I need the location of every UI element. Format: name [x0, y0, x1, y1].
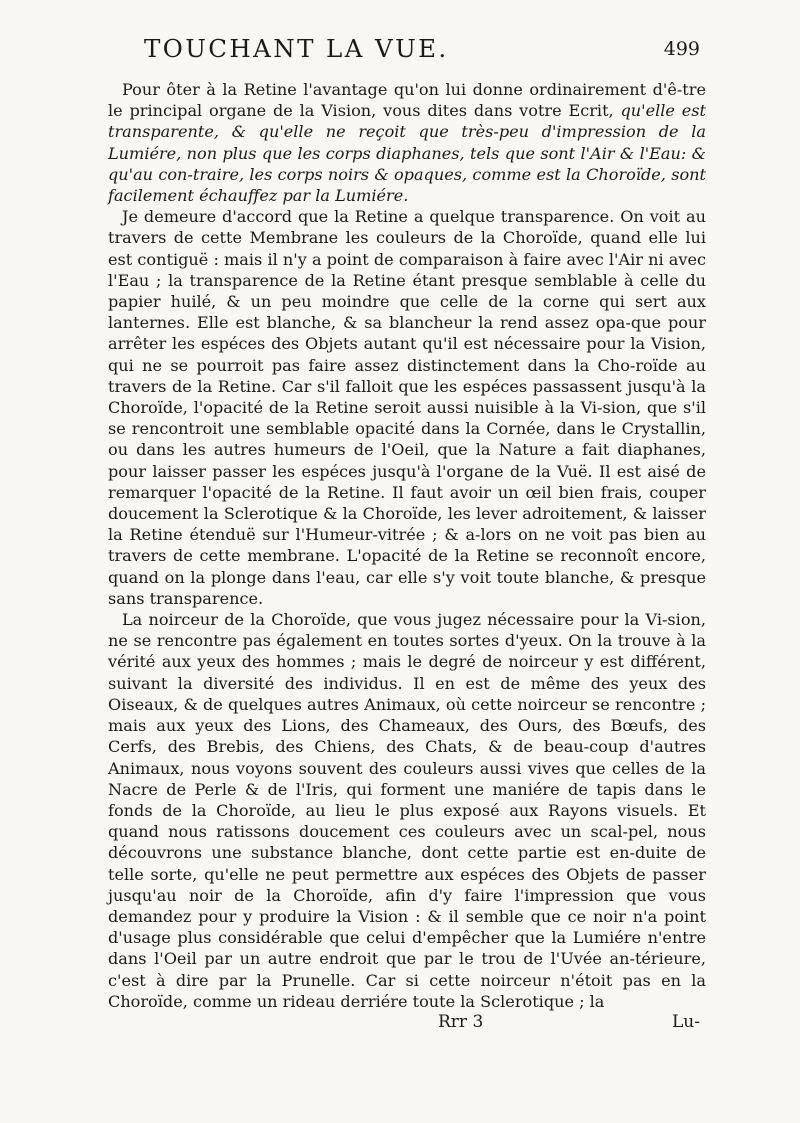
paragraph-2-text: Je demeure d'accord que la Retine a quelque transparence. On voit au travers de cette Membrane les couleurs de la Choroïde, quand elle lui est contiguë : mais il n'y a point de comparaison à faire avec l'Air ni avec l'Eau ; la transparence de la Retine étant presque semblable à celle du papier huilé, & un peu moindre que celle de la corne qui sert aux lanternes. Elle est blanche, & sa blancheur la rend assez opa-que pour arrêter les espéces des Objets autant qu'il est nécessaire pour la Vision, qui ne se pourroit pas faire assez distinctement dans la Cho-roïde au travers de la Retine. Car s'il falloit que les espéces passassent jusqu'à la Choroïde, l'opacité de la Retine seroit aussi nuisible à la Vi-sion, que s'il se rencontroit une semblable opacité dans la Cornée, dans le Crystallin, ou dans les autres humeurs de l'Oeil, que la Nature a fait diaphanes, pour laisser passer les espéces jusqu'à l'organe de la Vuë. Il est aisé de remarquer l'opacité de la Retine. Il faut avoir un œil bien frais, couper doucement la Sclerotique & la Choroïde, les lever adroitement, & laisser la Retine étenduë sur l'Humeur-vitrée ; & a-lors on ne voit pas bien au travers de cette membrane. L'opacité de la Retine se reconnoît encore, quand on la plonge dans l'eau, car elle s'y voit toute blanche, & presque sans transparence. — [108, 207, 706, 608]
page-number: 499 — [663, 38, 700, 60]
catchword: Lu- — [672, 1011, 700, 1032]
paragraph-3-text: La noirceur de la Choroïde, que vous jugez nécessaire pour la Vi-sion, ne se rencontre pas également en toutes sortes d'yeux. On la trouve à la vérité aux yeux des hommes ; mais le degré de noirceur y est différent, suivant la diversité des individus. Il en est de même des yeux des Oiseaux, & de quelques autres Animaux, où cette noirceur se rencontre ; mais aux yeux des Lions, des Chameaux, des Ours, des Bœufs, des Cerfs, des Brebis, des Chiens, des Chats, & de beau-coup d'autres Animaux, nous voyons souvent des couleurs aussi vives que celles de la Nacre de Perle & de l'Iris, qui forment une maniére de tapis dans le fonds de la Choroïde, au lieu le plus exposé aux Rayons visuels. Et quand nous ratissons doucement ces couleurs avec un scal-pel, nous découvrons une substance blanche, dont cette partie est en-duite de telle sorte, qu'elle ne peut permettre aux espéces des Objets de passer jusqu'au noir de la Choroïde, afin d'y faire l'impression que vous demandez pour y produire la Vision : & il semble que ce noir n'a point d'usage plus considérable que celui d'empêcher que la Lumiére n'entre dans l'Oeil par un autre endroit que par le trou de l'Uvée an-térieure, c'est à dire par la Prunelle. Car si cette noirceur n'étoit pas en la Choroïde, comme un rideau derriére toute la Sclerotique ; la — [108, 610, 706, 1011]
running-title: TOUCHANT LA VUE. — [144, 34, 449, 63]
paragraph-2 — [108, 206, 706, 609]
signature-mark: Rrr 3 — [438, 1011, 484, 1032]
body-text — [108, 79, 706, 1012]
paragraph-1 — [108, 79, 706, 206]
page-header — [108, 34, 706, 68]
paragraph-3 — [108, 609, 706, 1012]
page-footer — [108, 1012, 706, 1036]
book-page — [108, 34, 706, 1036]
paragraph-1-italic-quote: qu'elle est transparente, & qu'elle ne reçoit que très-peu d'impression de la Lumiére, non plus que les corps diaphanes, tels que sont l'Air & l'Eau: & qu'au con-traire, les corps noirs & opaques, comme est la Choroïde, sont facilement échauffez par la Lumiére. — [108, 101, 706, 206]
paragraph-1-text: Pour ôter à la Retine l'avantage qu'on lui donne ordinairement d'ê-tre le principal organe de la Vision, vous dites dans votre Ecrit, — [108, 80, 706, 121]
